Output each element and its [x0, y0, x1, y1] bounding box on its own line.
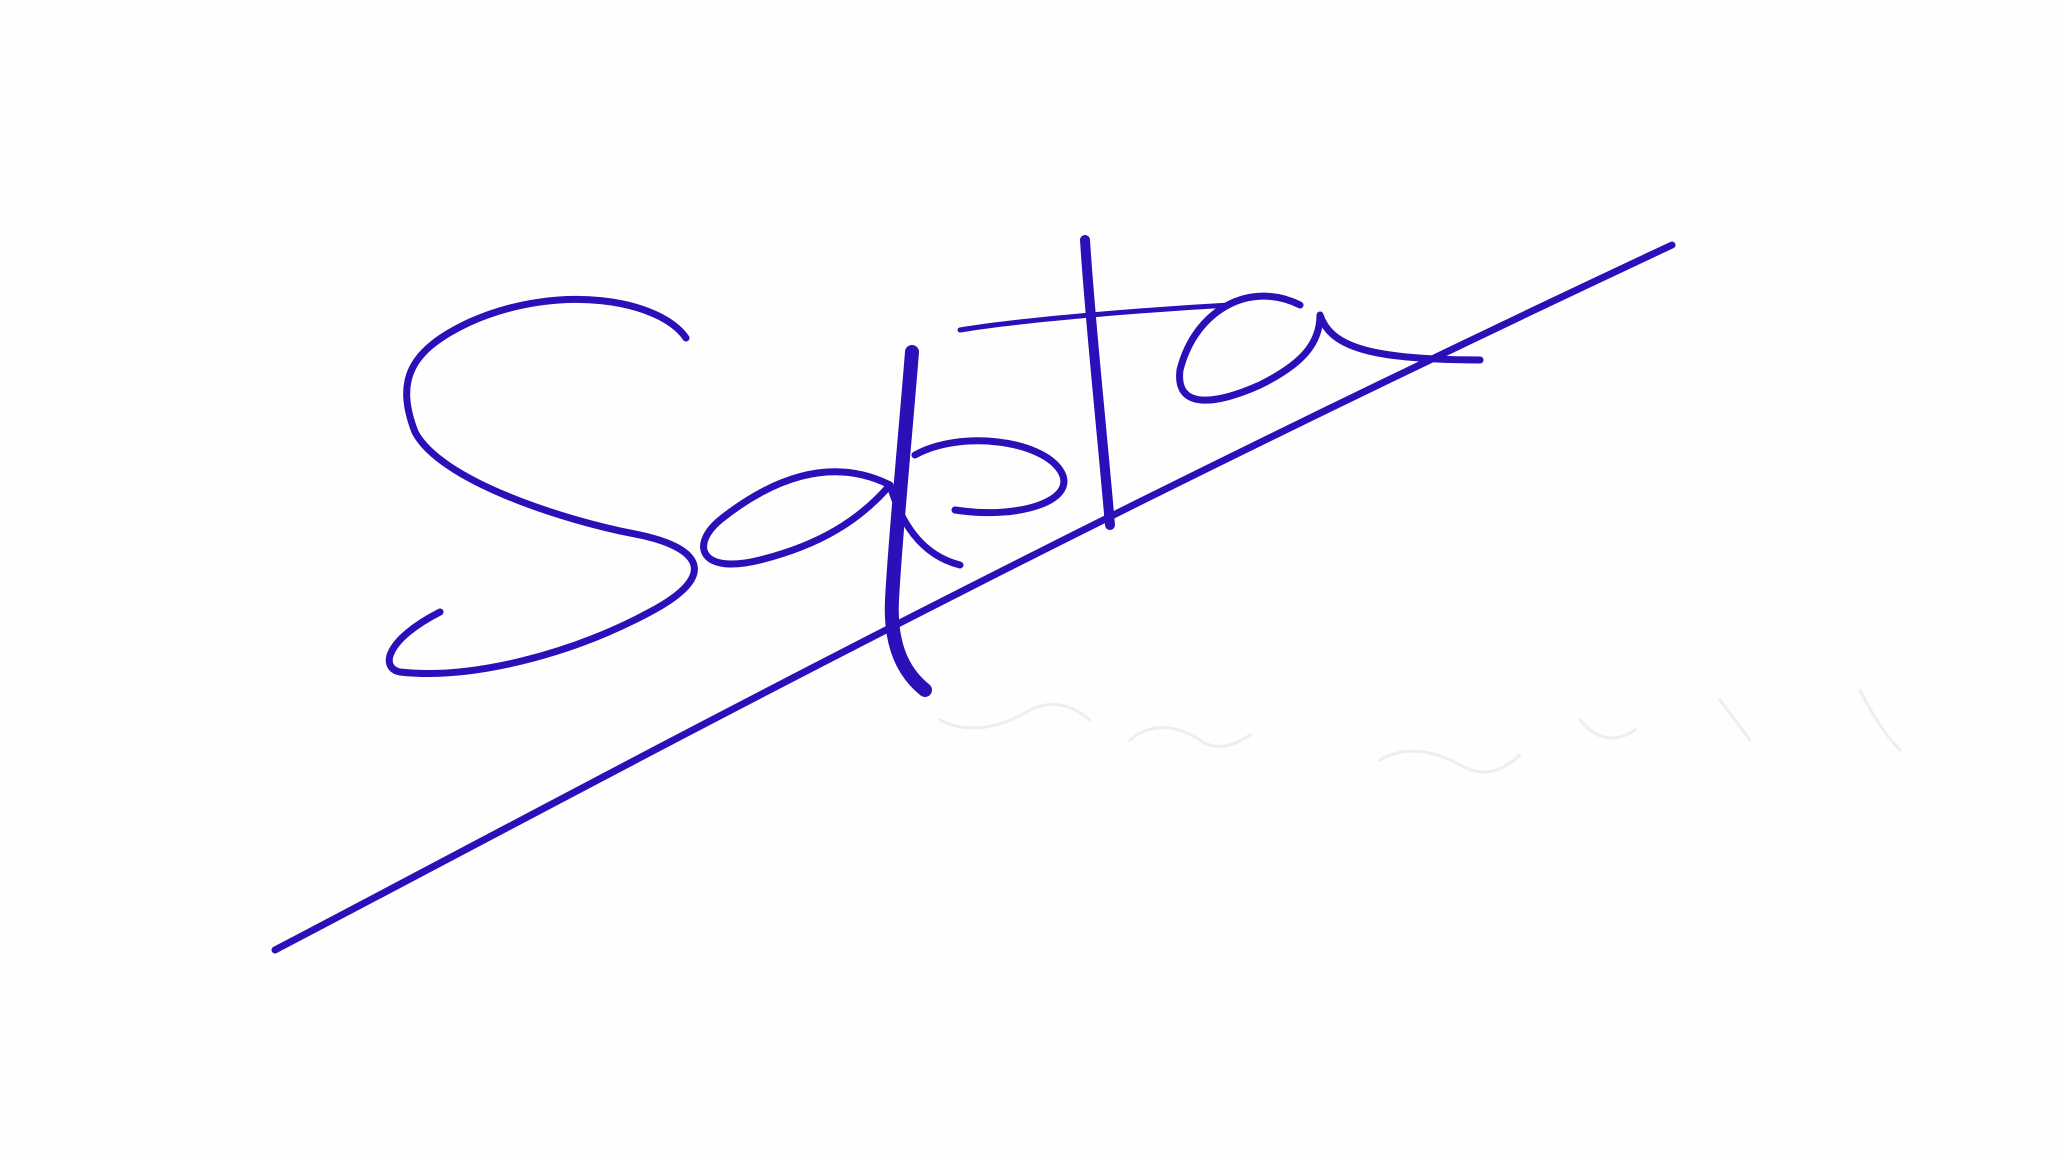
signature-letter-a-final	[1180, 296, 1480, 400]
signature-strokes	[275, 240, 1672, 950]
signature-letter-p-bowl	[915, 441, 1064, 513]
signature-letter-s	[389, 299, 694, 673]
signature-underline	[275, 245, 1672, 950]
signature-letter-t-stem	[1085, 240, 1110, 525]
signature-letter-a	[704, 472, 960, 565]
paper-show-through	[940, 690, 1900, 772]
